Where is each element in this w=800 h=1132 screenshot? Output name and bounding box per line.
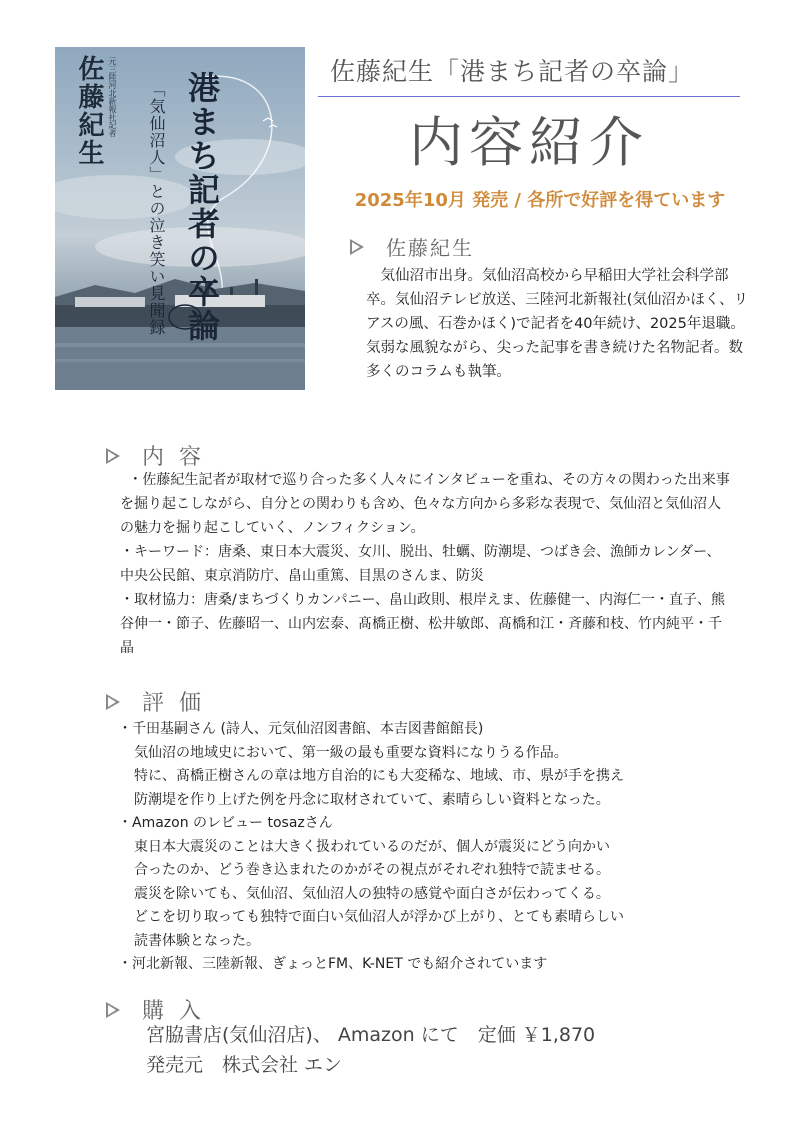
publisher-info: 発売元 株式会社 エン bbox=[146, 1054, 343, 1076]
book-cover-image bbox=[55, 47, 305, 390]
review-line: 防潮堤を作り上げた例を丹念に取材されていて、素晴らしい資料となった。 bbox=[134, 791, 610, 808]
cover-title: 港まち記者の卒論 bbox=[183, 71, 221, 343]
author-bio-text: 気仙沼市出身。気仙沼高校から早稲田大学社会科学部卒。気仙沼テレビ放送、三陸河北新報社(気仙沼かほく、リアスの風、石巻かほく)で記者を40年続け、2025年退職。気弱な風貌ながら、尖った記事を書き続けた名物記者。数多くのコラムも執筆。 bbox=[366, 268, 749, 380]
review-line: どこを切り取っても独特で面白い気仙沼人が浮かび上がり、とても素晴らしい bbox=[134, 909, 624, 925]
author-bio bbox=[366, 264, 756, 384]
main-heading: 内容紹介 bbox=[409, 111, 649, 174]
triangle-bullet-icon bbox=[106, 1002, 120, 1018]
review-line: 東日本大震災のことは大きく扱われているのだが、個人が震災にどう向かい bbox=[134, 838, 610, 855]
content-section-heading bbox=[106, 440, 205, 471]
triangle-bullet-icon bbox=[106, 448, 120, 464]
content-cooperation: ・取材協力：唐桑/まちづくりカンパニー、畠山政則、根岸えま、佐藤健一、内海仁一・直子、熊谷伸一・節子、佐藤昭一、山内宏泰、髙橋正樹、松井敏郎、髙橋和江・斉藤和枝、竹内純平・千晶 bbox=[120, 592, 726, 656]
review-item-head: ・千田基嗣さん (詩人、元気仙沼図書館、本吉図書館館長) bbox=[118, 721, 484, 737]
review-line: 特に、髙橋正樹さんの章は地方自治的にも大変稀な、地域、市、県が手を携え bbox=[134, 768, 624, 784]
review-item-head: ・河北新報、三陸新報、ぎょっとFM、K-NET でも紹介されています bbox=[118, 956, 548, 972]
cover-subtitle: 「気仙沼人」との泣き笑い見聞録 bbox=[147, 81, 166, 336]
release-announcement: 2025年10月 発売 / 各所で好評を得ています bbox=[354, 190, 726, 211]
review-line: 合ったのか、どう巻き込まれたのかがその視点がそれぞれ独特で読ませる。 bbox=[134, 862, 610, 878]
purchase-heading-label: 購 入 bbox=[142, 999, 205, 1024]
author-section-heading bbox=[350, 232, 474, 261]
page-title: 佐藤紀生「港まち記者の卒論」 bbox=[330, 57, 695, 86]
content-description bbox=[120, 468, 730, 660]
review-heading-label: 評 価 bbox=[142, 691, 205, 716]
cover-author-name: 佐藤紀生 bbox=[74, 55, 104, 167]
review-list bbox=[118, 718, 738, 977]
review-line: 気仙沼の地域史において、第一級の最も重要な資料になりうる作品。 bbox=[134, 744, 568, 761]
content-heading-label: 内 容 bbox=[142, 445, 205, 470]
review-section-heading bbox=[106, 686, 205, 717]
review-item-head: ・Amazon のレビュー tosazさん bbox=[118, 815, 333, 831]
content-keywords: ・キーワード：唐桑、東日本大震災、女川、脱出、牡蠣、防潮堤、つばき会、漁師カレンダー、中央公民館、東京消防庁、畠山重篤、目黒のさんま、防災 bbox=[120, 544, 721, 584]
review-line: 震災を除いても、気仙沼、気仙沼人の独特の感覚や面白さが伝わってくる。 bbox=[134, 885, 610, 902]
cover-author-role: 元三陸河北新報社記者 bbox=[108, 57, 117, 137]
purchase-stores-price: 宮脇書店(気仙沼店)、 Amazon にて 定価 ￥1,870 bbox=[146, 1024, 596, 1046]
content-paragraph: ・佐藤紀生記者が取材で巡り合った多く人々にインタビューを重ね、その方々の関わった出来事を掘り起こしながら、自分との関わりも含め、色々な方向から多彩な表現で、気仙沼と気仙沼人の魅力を掘り起こしていく、ノンフィクション。 bbox=[120, 472, 730, 536]
triangle-bullet-icon bbox=[106, 694, 120, 710]
purchase-info bbox=[146, 1020, 746, 1080]
review-line: 読書体験となった。 bbox=[134, 932, 260, 949]
author-heading-label: 佐藤紀生 bbox=[386, 236, 474, 260]
triangle-bullet-icon bbox=[350, 239, 364, 255]
title-divider bbox=[318, 96, 740, 97]
